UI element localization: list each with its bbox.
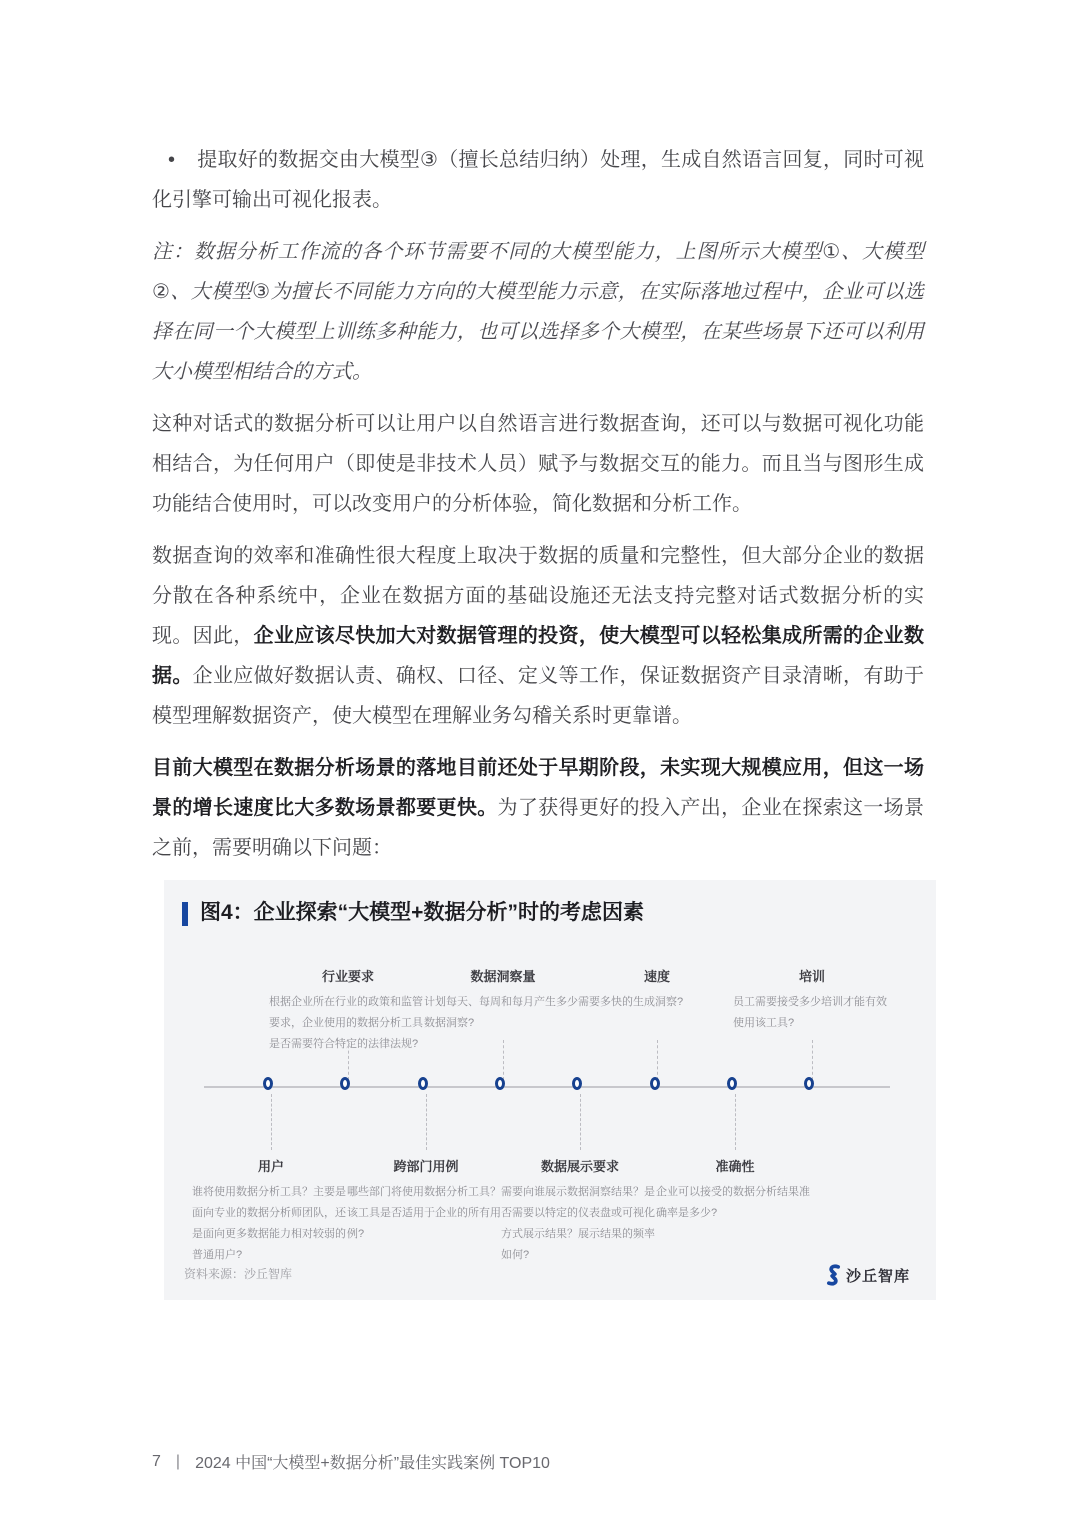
factor-title: 准确性 [715, 1159, 755, 1174]
bullet-marker: • [168, 149, 176, 171]
paragraph-data-quality-post: 企业应做好数据认责、确权、口径、定义等工作，保证数据资产目录清晰，有助于模型理解数据资产，使大模型在理解业务勾稽关系时更靠谱。 [152, 665, 925, 727]
body-content [152, 140, 924, 1300]
factor-desc: 计划每天、每周和每月产生多少数据洞察? [424, 996, 578, 1029]
brand-logo [825, 1264, 910, 1286]
paragraph-early-stage [152, 748, 924, 868]
timeline-node-7 [727, 1077, 737, 1090]
brand-logo-text: 沙丘智库 [845, 1267, 910, 1285]
connector-dash-top-4 [812, 1040, 813, 1080]
paragraph-data-quality-pre: 数据查询的效率和准确性很大程度上取决于数据的质量和完整性，但大部分企业的数据分散在各种系统中，企业在数据方面的基础设施还无法支持完整对话式数据分析的实现。因此， [152, 545, 924, 647]
paragraph-conversational-analysis: 这种对话式的数据分析可以让用户以自然语言进行数据查询，还可以与数据可视化功能相结合，为任何用户（即使是非技术人员）赋予与数据交互的能力。而且当与图形生成功能结合使用时，可以改变用户的分析体验，简化数据和分析工作。 [152, 413, 924, 515]
timeline-node-8 [804, 1077, 814, 1090]
paragraph-data-quality [152, 536, 924, 736]
connector-dash-top-3 [657, 1040, 658, 1080]
factor-cross-department-usecases [347, 1156, 505, 1245]
factor-desc: 需要多快的生成洞察? [578, 996, 684, 1008]
shaqiu-logo-icon [825, 1264, 842, 1286]
paragraph-early-stage-post: 为了获得更好的投入产出，企业在探索这一场景之前，需要明确以下问题： [152, 797, 925, 859]
factor-users [192, 1156, 350, 1266]
timeline-axis [204, 1086, 890, 1088]
factor-title: 速度 [643, 969, 670, 984]
factor-data-presentation [501, 1156, 659, 1266]
connector-dash-bottom-2 [426, 1094, 427, 1150]
factor-speed [578, 966, 736, 1013]
timeline-node-6 [650, 1077, 660, 1090]
timeline-node-2 [340, 1077, 350, 1090]
factor-desc: 哪些部门将使用数据分析工具？该工具是否适用于企业的所有用例? [347, 1186, 501, 1240]
timeline-node-1 [263, 1077, 273, 1090]
factor-desc: 根据企业所在行业的政策和监管要求，企业使用的数据分析工具是否需要符合特定的法律法规? [269, 996, 423, 1050]
factor-title: 培训 [798, 969, 825, 984]
connector-dash-bottom-1 [271, 1094, 272, 1150]
factor-accuracy [656, 1156, 814, 1224]
factor-desc: 员工需要接受多少培训才能有效使用该工具? [733, 996, 887, 1029]
figure-4-card [164, 880, 936, 1300]
paragraph-early-stage-bold: 目前大模型在数据分析场景的落地目前还处于早期阶段，未实现大规模应用，但这一场景的增长速度比大多数场景都要更快。 [152, 757, 924, 819]
bullet-text: 提取好的数据交由大模型③（擅长总结归纳）处理，生成自然语言回复，同时可视化引擎可输出可视化报表。 [152, 149, 924, 211]
bullet-paragraph [152, 140, 924, 220]
factor-insight-volume [424, 966, 582, 1034]
factor-title: 跨部门用例 [393, 1159, 459, 1174]
page-footer [152, 1450, 550, 1473]
timeline-node-3 [418, 1077, 428, 1090]
factor-desc: 需要向谁展示数据洞察结果？是否需要以特定的仪表盘或可视化方式展示结果？展示结果的频率如何? [501, 1186, 655, 1261]
factor-desc: 企业可以接受的数据分析结果准确率是多少? [656, 1186, 810, 1219]
factor-title: 行业要求 [321, 969, 374, 984]
paragraph-data-quality-bold: 企业应该尽快加大对数据管理的投资，使大模型可以轻松集成所需的企业数据。 [152, 625, 925, 687]
figure-title: 图4：企业探索“大模型+数据分析”时的考虑因素 [200, 901, 644, 924]
figure-title-accent-bar [182, 902, 188, 926]
connector-dash-bottom-4 [735, 1094, 736, 1150]
factor-training [733, 966, 891, 1034]
factor-title: 数据展示要求 [540, 1159, 619, 1174]
page-number: 7 [152, 1452, 161, 1470]
timeline-node-4 [495, 1077, 505, 1090]
connector-dash-top-1 [348, 1040, 349, 1080]
connector-dash-top-2 [503, 1040, 504, 1080]
figure-source: 资料来源：沙丘智库 [184, 1267, 293, 1281]
note-paragraph: 注：数据分析工作流的各个环节需要不同的大模型能力，上图所示大模型①、大模型②、大模型③为擅长不同能力方向的大模型能力示意，在实际落地过程中，企业可以选择在同一个大模型上训练多种能力，也可以选择多个大模型，在某些场景下还可以利用大小模型相结合的方式。 [152, 241, 924, 383]
timeline-node-5 [572, 1077, 582, 1090]
connector-dash-bottom-3 [580, 1094, 581, 1150]
factor-desc: 谁将使用数据分析工具？主要是面向专业的数据分析师团队，还是面向更多数据能力相对较弱的普通用户? [192, 1186, 346, 1261]
factor-title: 用户 [257, 1159, 284, 1174]
footer-separator: | [175, 1452, 181, 1470]
factor-title: 数据洞察量 [470, 969, 536, 984]
footer-report-title: 2024 中国“大模型+数据分析”最佳实践案例 TOP10 [195, 1455, 550, 1472]
